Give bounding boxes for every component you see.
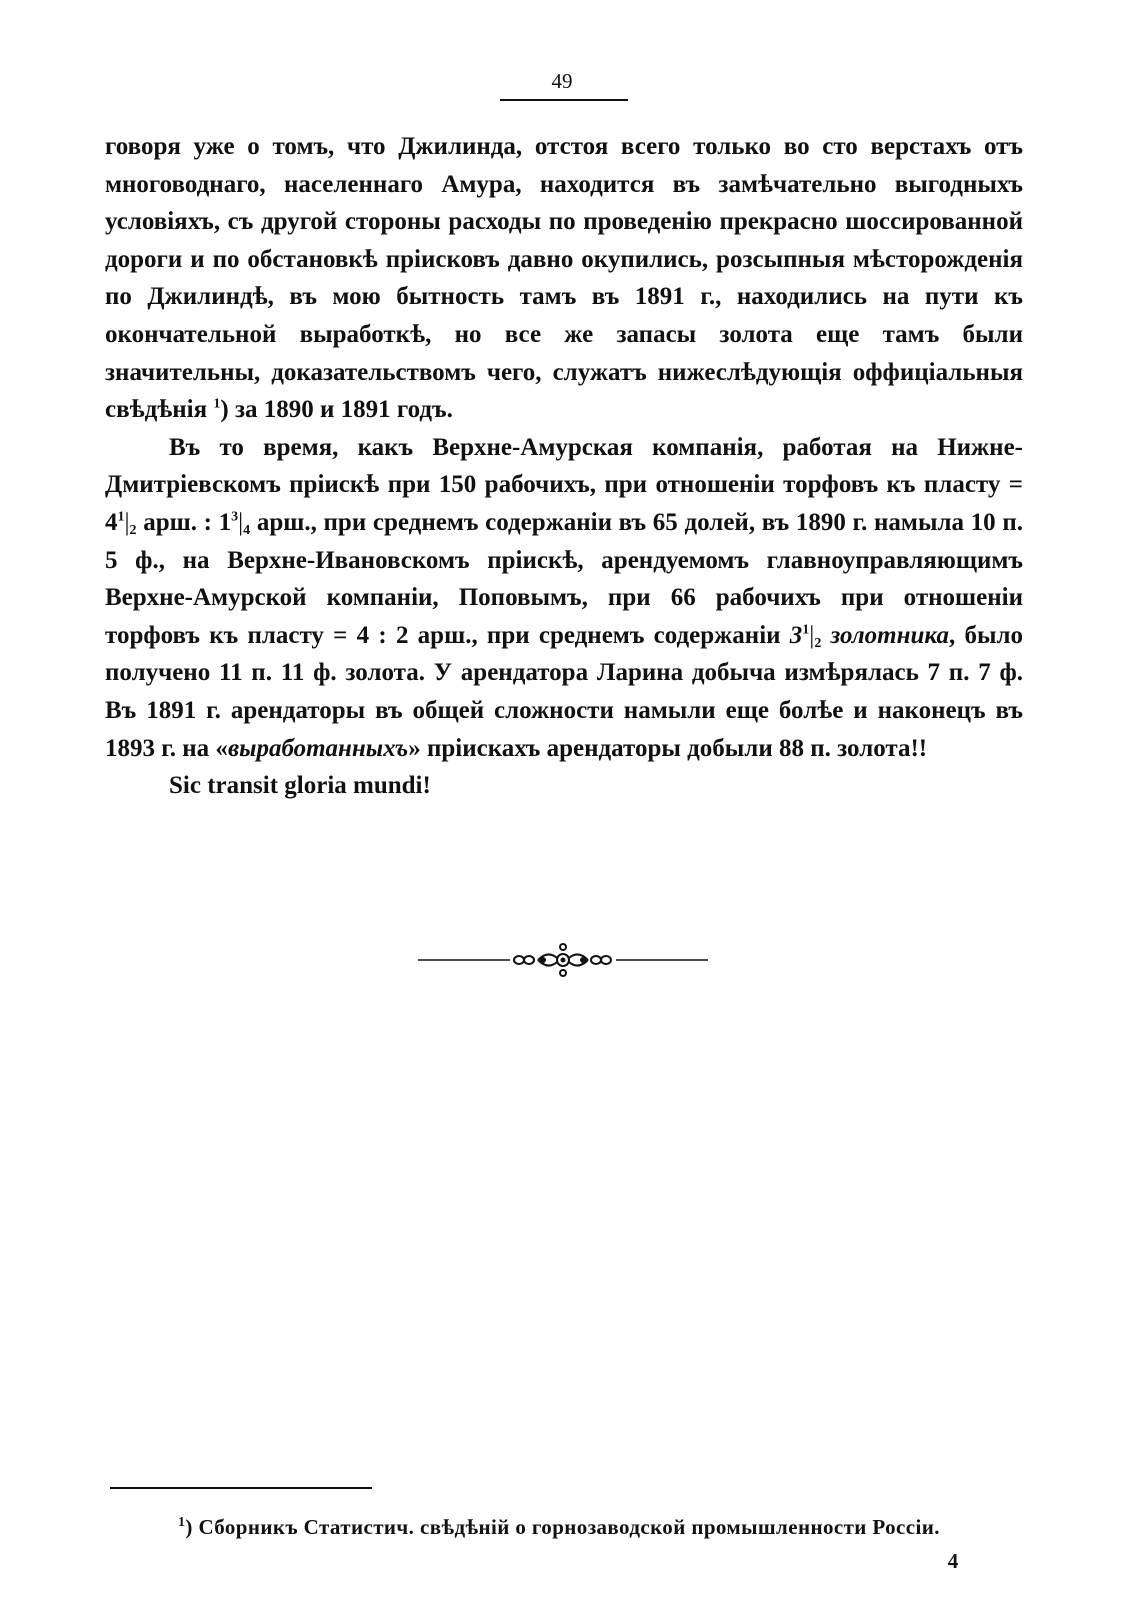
- paragraph-1: [105, 128, 1023, 429]
- fraction-1-denominator: 2: [129, 522, 137, 538]
- footnote-marker: 1: [178, 1515, 186, 1530]
- fraction-3-denominator: 2: [814, 635, 822, 651]
- italic-zolotnik: золотника: [821, 621, 949, 649]
- fraction-ratio-1: $4^1|_2$: [105, 508, 137, 538]
- fraction-2-numerator: 3: [231, 509, 239, 525]
- fraction-1-whole: 4: [105, 508, 118, 536]
- paragraph-2-text-g: » пріискахъ арендаторы добыли 88 п. золота!!: [408, 734, 928, 762]
- italic-vyrabotannyh: выработанныхъ: [227, 734, 409, 762]
- footnote-rule: [110, 1487, 372, 1489]
- fraction-1-numerator: 1: [117, 509, 125, 525]
- paragraph-3-latin-phrase: Sic transit gloria mundi!: [169, 772, 431, 800]
- footnote: [178, 1513, 978, 1541]
- ornament-divider: [418, 942, 708, 978]
- fraction-2-whole: 1: [218, 508, 232, 536]
- printer-signature-mark: 4: [947, 1549, 959, 1573]
- fraction-3-whole: 3: [789, 621, 803, 649]
- body-text: [105, 128, 1023, 805]
- fraction-ratio-3: $3^1|_2$: [789, 621, 822, 651]
- paragraph-2-text-c: арш., при среднемъ содержаніи въ 65 долей, въ 1890 г. намыла 10 п. 5 ф., на Верхне-Ивановскомъ пріискѣ, арендуемомъ главноуправляющимъ Верхне-Амурской компаніи, Поповымъ, при 66 рабочихъ при отношеніи торфовъ къ пласту = 4 : 2 арш., при среднемъ содержаніи: [105, 508, 1024, 649]
- page-number: 49: [551, 69, 573, 93]
- fraction-3-numerator: 1: [802, 622, 810, 638]
- footnote-reference: 1: [213, 396, 221, 412]
- fraction-2-denominator: 4: [243, 522, 251, 538]
- paragraph-2: [105, 429, 1023, 767]
- paragraph-1-text-a: говоря уже о томъ, что Джилинда, отстоя всего только во сто верстахъ отъ многоводнаго, населеннаго Амура, находится въ замѣчательно выгодныхъ условіяхъ, съ другой стороны расходы по проведенію прекрасно шоссированной дороги и по обстановкѣ пріисковъ давно окупились, розсыпныя мѣсторожденія по Джилиндѣ, въ мою бытность тамъ въ 1891 г., находились на пути къ окончательной выработкѣ, но все же запасы золота еще тамъ были значительны, доказательствомъ чего, служатъ нижеслѣдующія оффиціальныя свѣдѣнія: [105, 133, 1023, 424]
- paragraph-2-text-b: арш. :: [136, 508, 219, 536]
- paragraph-2-text-e: , было получено 11 п. 11 ф. золота. У арендатора Ларина добыча измѣрялась 7 п. 7 ф. Въ 1891 г. арендаторы въ общей сложности намыли еще болѣе и наконецъ въ 1893 г. на «: [105, 621, 1024, 762]
- footnote-text: ) Сборникъ Статистич. свѣдѣній о горнозаводской промышленности Россіи.: [185, 1515, 940, 1539]
- paragraph-2-text-a: Въ то время, какъ Верхне-Амурская компанія, работая на Нижне-Дмитріевскомъ пріискѣ при 150 рабочихъ, при отношеніи торфовъ къ пласту =: [105, 433, 1023, 499]
- paragraph-1-text-b: ) за 1890 и 1891 годъ.: [220, 396, 453, 424]
- fraction-ratio-2: $1^3|_4$: [218, 508, 251, 538]
- header-rule: [500, 99, 628, 101]
